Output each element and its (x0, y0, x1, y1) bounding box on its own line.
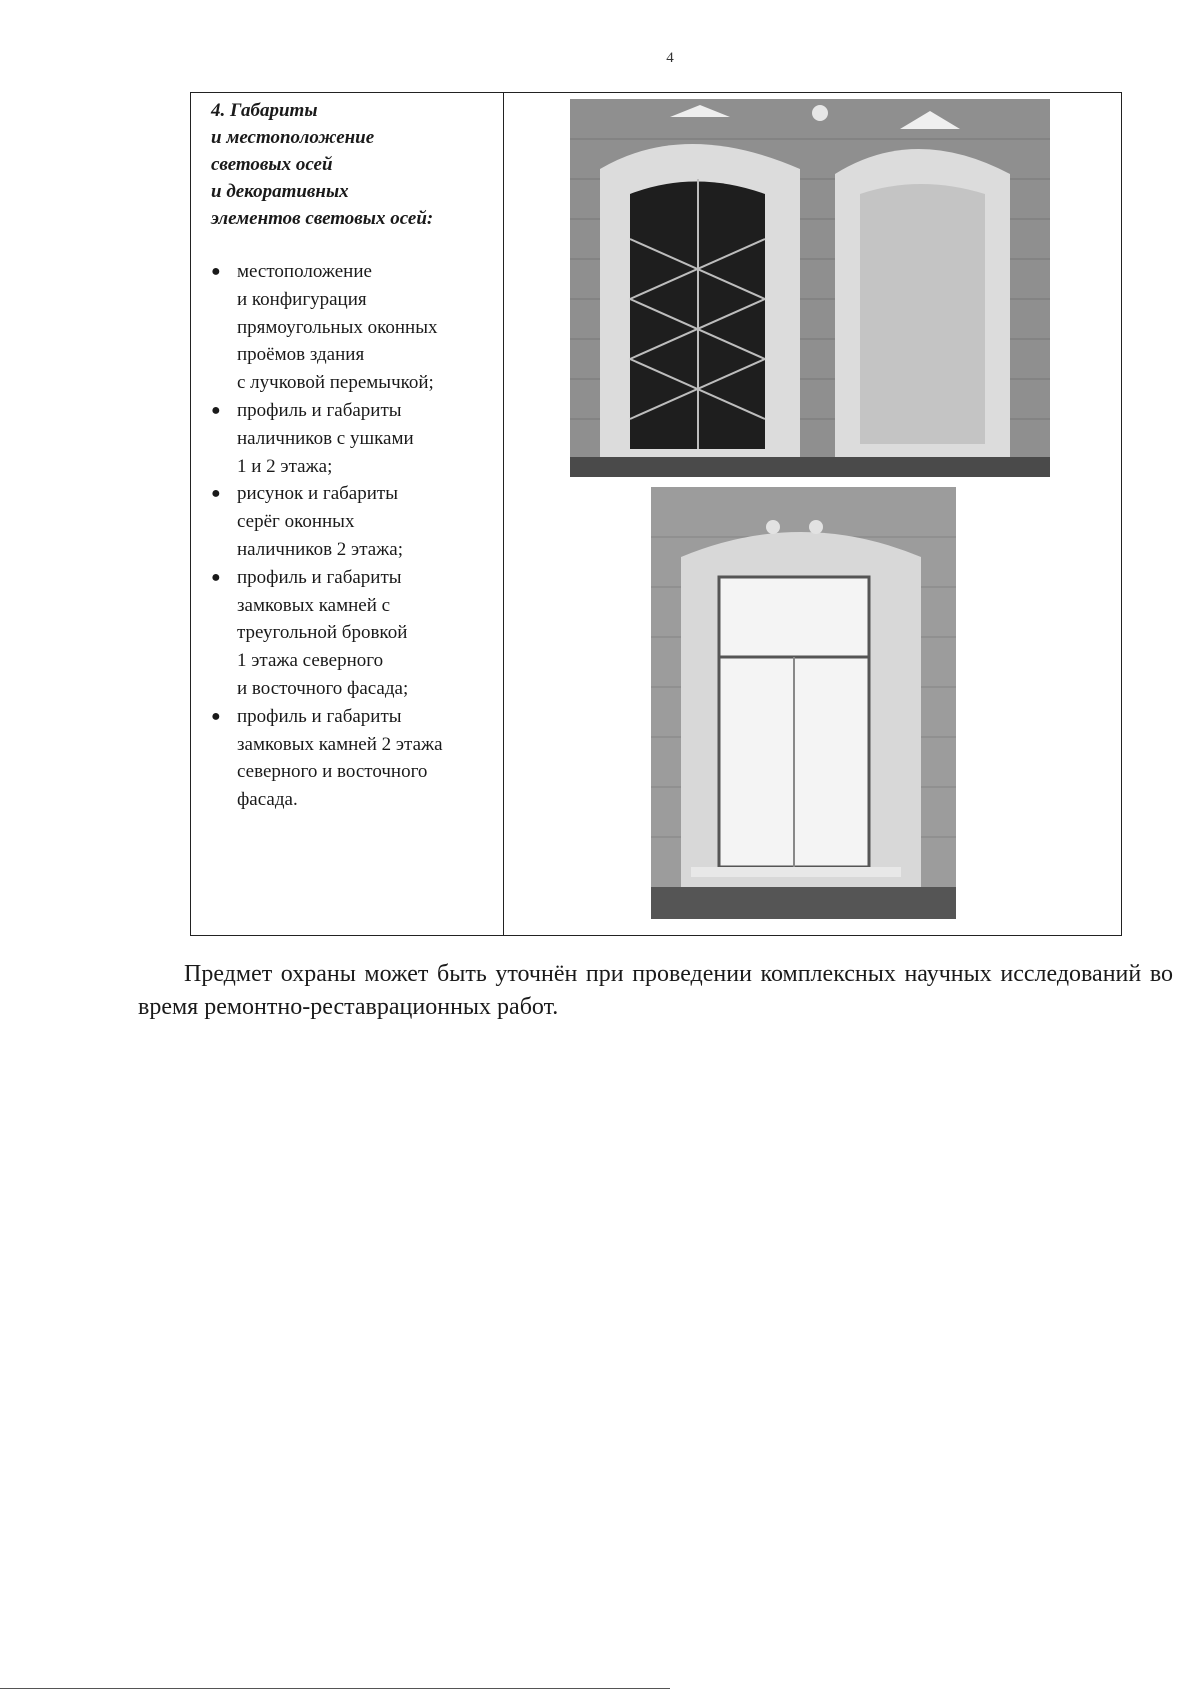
list-item: ● профиль и габариты наличников с ушками 1 и 2 этажа; (211, 399, 414, 477)
closing-paragraph: Предмет охраны может быть уточнён при проведении комплексных научных исследований во время ремонтно-реставрационных работ. (138, 961, 1173, 1020)
list-item: ● профиль и габариты замковых камней 2 этажа северного и восточного фасада. (211, 705, 443, 811)
photo-cell (505, 93, 1121, 935)
feature-list (211, 258, 493, 814)
heading-line: и местоположение (211, 127, 375, 148)
heading-line: 4. Габариты (211, 100, 318, 121)
heading-line: и декоративных (211, 181, 349, 202)
list-item: ● местоположение и конфигурация прямоугольных оконных проёмов здания с лучковой перемычкой; (211, 261, 438, 394)
photo-lower-window (651, 487, 956, 919)
section-heading (211, 97, 493, 232)
page-number: 4 (666, 50, 674, 66)
list-item: ● рисунок и габариты серёг оконных наличников 2 этажа; (211, 483, 404, 560)
protection-table (190, 92, 1122, 936)
photo-upper-windows (570, 99, 1050, 477)
description-cell (191, 93, 504, 935)
bottom-rule (0, 1688, 670, 1689)
heading-line: элементов световых осей: (211, 208, 434, 229)
list-item: ● профиль и габариты замковых камней с треугольной бровкой 1 этажа северного и восточного фасада; (211, 566, 409, 699)
heading-line: световых осей (211, 154, 333, 175)
